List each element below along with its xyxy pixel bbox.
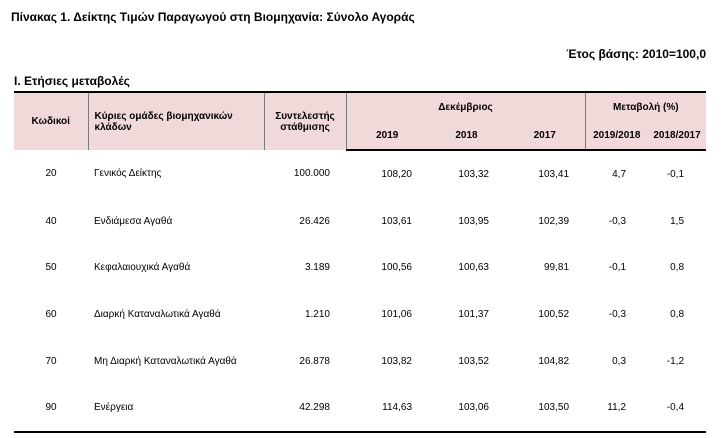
section-title: Ι. Ετήσιες μεταβολές [14,74,130,88]
header-year-2019: 2019 [346,121,428,150]
row-weight: 100.000 [293,168,330,180]
row-change-2018-2017: 0,8 [670,308,685,320]
row-value-2017: 102,39 [538,215,570,227]
row-name: Μη Διαρκή Καταναλωτικά Αγαθά [94,355,237,367]
row-code: 40 [45,215,57,227]
row-value-2018: 101,37 [458,308,489,320]
row-value-2019: 108,20 [381,168,412,180]
row-name: Ενδιάμεσα Αγαθά [94,215,173,227]
row-code: 90 [14,384,88,432]
table-row [14,338,706,385]
row-change-2019-2018: 4,7 [612,168,627,180]
header-change-2018-2017: 2018/2017 [648,121,706,150]
row-value-2018: 103,52 [458,355,489,367]
row-value-2018: 100,63 [458,262,489,274]
row-change-2019-2018: -0,3 [608,308,627,320]
row-value-2017: 103,41 [538,168,570,180]
page-title: Πίνακας 1. Δείκτης Τιμών Παραγωγού στη Βιομηχανία: Σύνολο Αγοράς [11,10,415,24]
row-value-2019: 103,61 [381,215,412,227]
row-code: 60 [45,308,57,320]
row-weight: 1.210 [304,308,330,320]
row-change-2018-2017: -0,1 [666,168,685,180]
header-change-2019-2018: 2019/2018 [585,121,648,150]
row-change-2018-2017: -1,2 [666,355,685,367]
header-change: Μεταβολή (%) [585,92,706,121]
row-value-2018: 103,32 [458,168,489,180]
row-code: 50 [45,262,57,274]
row-value-2018: 103,06 [428,384,505,432]
row-change-2019-2018: -0,1 [608,262,627,274]
row-code: 20 [45,168,57,180]
row-name: Ενέργεια [88,384,264,432]
row-change-2018-2017: -0,4 [648,384,706,432]
row-name: Κεφαλαιουχικά Αγαθά [94,262,191,274]
row-weight: 26.878 [299,355,330,367]
row-value-2017: 103,50 [505,384,585,432]
table-row [14,244,706,291]
row-weight: 26.426 [299,215,330,227]
row-change-2019-2018: -0,3 [608,215,627,227]
table-row [14,291,706,338]
header-year-2018: 2018 [428,121,505,150]
header-year-2017: 2017 [505,121,585,150]
row-value-2019: 103,82 [381,355,412,367]
header-weight: Συντελεστής στάθμισης [264,92,346,150]
row-change-2018-2017: 1,5 [670,215,685,227]
row-weight: 3.189 [304,262,330,274]
row-name: Γενικός Δείκτης [94,168,162,180]
base-year-note: Έτος βάσης: 2010=100,0 [566,47,706,61]
row-weight: 42.298 [264,384,346,432]
row-value-2018: 103,95 [458,215,489,227]
price-index-table [14,91,706,433]
row-value-2019: 101,06 [381,308,412,320]
row-change-2019-2018: 11,2 [585,384,648,432]
row-value-2017: 104,82 [538,355,570,367]
row-code: 70 [45,355,57,367]
row-change-2018-2017: 0,8 [670,262,685,274]
row-value-2019: 100,56 [381,262,412,274]
header-groups: Κύριες ομάδες βιομηχανικών κλάδων [88,92,264,150]
header-december: Δεκέμβριος [346,92,585,121]
row-value-2017: 100,52 [538,308,570,320]
row-name: Διαρκή Καταναλωτικά Αγαθά [94,308,221,320]
table-row [14,198,706,245]
row-change-2019-2018: 0,3 [612,355,627,367]
row-value-2019: 114,63 [346,384,428,432]
header-code: Κωδικοί [14,92,88,150]
table-row [14,384,706,432]
row-value-2017: 99,81 [543,262,570,274]
table-row [14,150,706,198]
